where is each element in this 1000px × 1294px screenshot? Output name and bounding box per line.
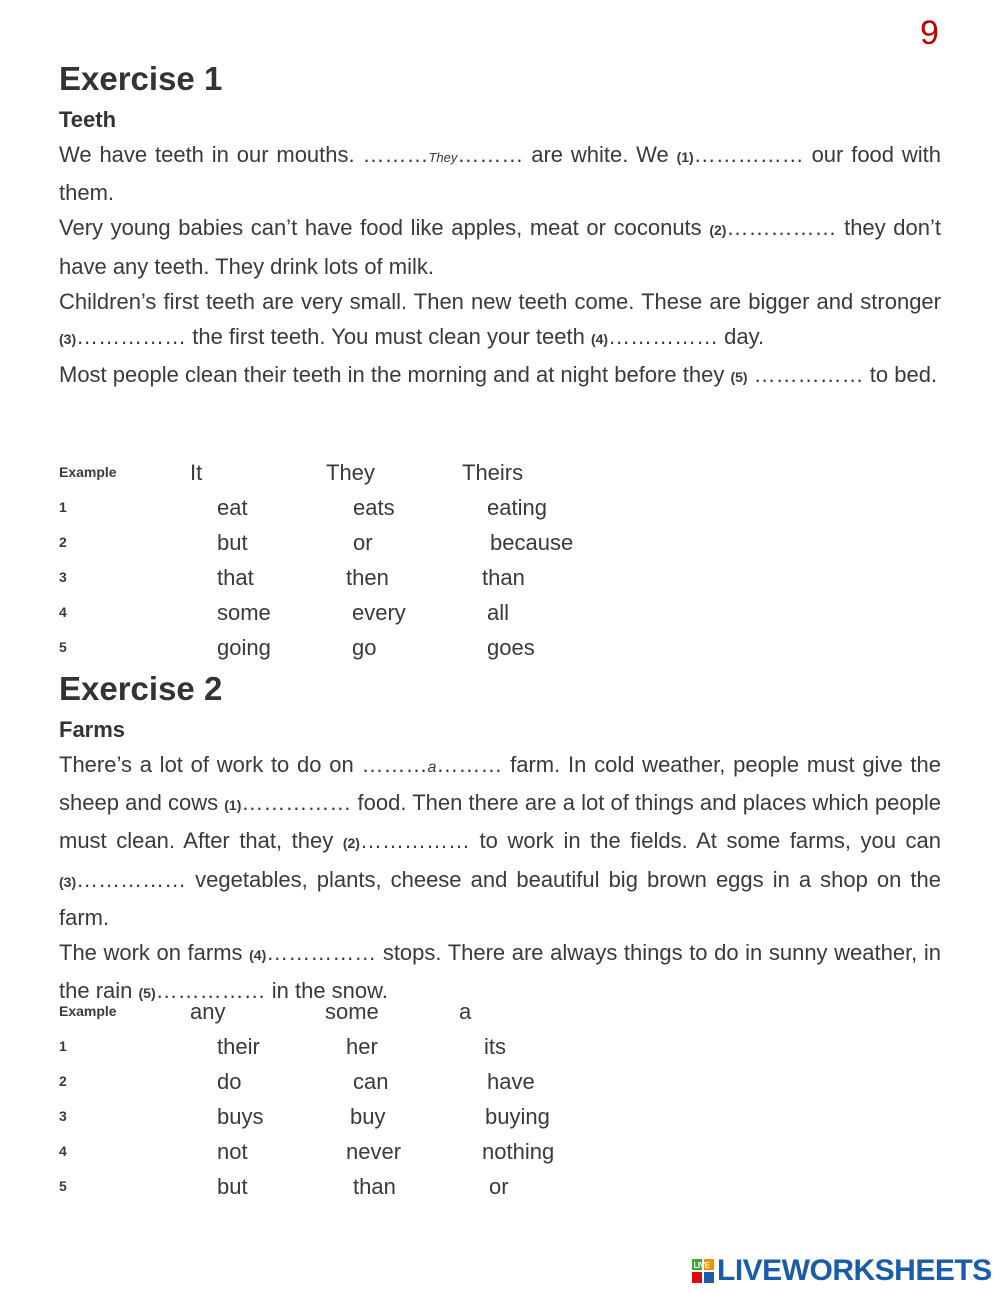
exercise-2-option-row-5	[59, 1174, 759, 1209]
exercise-2-text	[59, 747, 941, 1011]
page-number: 9	[920, 14, 939, 52]
option-row-label: 2	[59, 534, 67, 550]
gap-5[interactable]: (5)	[138, 985, 156, 1002]
option-choice[interactable]: but	[217, 1174, 248, 1199]
gap-5[interactable]: (5)	[730, 369, 748, 386]
option-choice[interactable]: any	[190, 999, 226, 1024]
option-choice[interactable]: nothing	[482, 1139, 555, 1164]
option-choice[interactable]: a	[459, 999, 472, 1024]
exercise-2-paragraph-1: There’s a lot of work to do on ………a……… farm. In cold weather, people must give the sheep and cows (1)…………… food. Then there are a lot of things and places which people must clean. After that, they (2)…………… to work in the fields. At some farms, you can (3)…………… vegetables, plants, cheese and beautiful big brown eggs in a shop on the farm.	[59, 752, 942, 930]
logo-text: LIVEWORKSHEETS	[717, 1254, 992, 1287]
option-choice[interactable]: their	[217, 1034, 260, 1059]
exercise-2-option-row-2	[59, 1069, 759, 1104]
option-choice[interactable]: than	[482, 565, 525, 590]
gap-4[interactable]: (4)	[249, 947, 267, 964]
option-choice[interactable]: eats	[353, 495, 395, 520]
exercise-1-option-row-3	[59, 565, 759, 600]
option-choice[interactable]: have	[487, 1069, 535, 1094]
exercise-1-paragraph-1: We have teeth in our mouths. ………They……… are white. We (1)…………… our food with them.	[59, 142, 941, 206]
option-choice[interactable]: all	[487, 600, 510, 625]
option-row-label: 1	[59, 1038, 67, 1054]
option-choice[interactable]: can	[353, 1069, 389, 1094]
exercise-1-option-row-example	[59, 460, 759, 495]
option-choice[interactable]: do	[217, 1069, 242, 1094]
exercise-2-option-row-example	[59, 999, 759, 1034]
exercise-1-subtitle: Teeth	[59, 107, 117, 132]
gap-1[interactable]: (1)	[224, 797, 242, 814]
exercise-1-title: Exercise 1	[59, 60, 223, 97]
gap-3[interactable]: (3)	[59, 331, 77, 348]
option-choice[interactable]: her	[346, 1034, 378, 1059]
option-choice[interactable]: not	[217, 1139, 248, 1164]
example-answer: They	[428, 150, 458, 165]
option-row-label: 1	[59, 499, 67, 515]
exercise-2-option-row-1	[59, 1034, 759, 1069]
gap-2[interactable]: (2)	[342, 835, 360, 852]
option-row-label: 4	[59, 604, 67, 620]
option-choice[interactable]: buying	[485, 1104, 550, 1129]
option-row-label: Example	[59, 464, 117, 480]
exercise-2-option-row-3	[59, 1104, 759, 1139]
option-choice[interactable]: buys	[217, 1104, 264, 1129]
option-choice[interactable]: or	[353, 530, 373, 555]
exercise-1-option-row-5	[59, 635, 759, 670]
option-row-label: 5	[59, 639, 67, 655]
exercise-1-paragraph-4: Most people clean their teeth in the morning and at night before they (5) …………… to bed.	[59, 362, 938, 388]
option-choice[interactable]: eating	[487, 495, 547, 520]
exercise-2-subtitle: Farms	[59, 717, 126, 742]
example-answer: a	[427, 759, 437, 776]
option-choice[interactable]: every	[352, 600, 406, 625]
option-choice[interactable]: than	[353, 1174, 396, 1199]
exercise-2-option-row-4	[59, 1139, 759, 1174]
option-choice[interactable]: or	[489, 1174, 509, 1199]
gap-3[interactable]: (3)	[59, 873, 77, 890]
option-choice[interactable]: Theirs	[462, 460, 524, 485]
exercise-1-text	[59, 137, 941, 395]
liveworksheets-logo[interactable]	[692, 1254, 992, 1288]
exercise-2-title: Exercise 2	[59, 670, 223, 707]
option-choice[interactable]: going	[217, 635, 271, 660]
gap-4[interactable]: (4)	[590, 331, 609, 348]
option-row-label: 4	[59, 1143, 67, 1159]
exercise-2-paragraph-2: The work on farms (4)…………… stops. There are always things to do in sunny weather, in the rain (5)…………… in the snow.	[59, 940, 941, 1004]
exercise-1-paragraph-2: Very young babies can’t have food like apples, meat or coconuts (2)…………… they don’t have any teeth. They drink lots of milk.	[59, 215, 942, 279]
option-row-label: 3	[59, 569, 67, 585]
option-choice[interactable]: but	[217, 530, 248, 555]
option-choice[interactable]: because	[490, 530, 574, 555]
option-choice[interactable]: its	[484, 1034, 506, 1059]
option-choice[interactable]: buy	[350, 1104, 386, 1129]
option-choice[interactable]: It	[190, 460, 203, 485]
option-choice[interactable]: then	[346, 565, 389, 590]
option-choice[interactable]: eat	[217, 495, 248, 520]
option-row-label: Example	[59, 1003, 117, 1019]
option-choice[interactable]: goes	[487, 635, 535, 660]
option-row-label: 3	[59, 1108, 67, 1124]
option-choice[interactable]: some	[217, 600, 271, 625]
option-choice[interactable]: They	[326, 460, 375, 485]
exercise-1-option-row-1	[59, 495, 759, 530]
logo-mark-icon	[692, 1259, 714, 1283]
option-choice[interactable]: that	[217, 565, 254, 590]
gap-1[interactable]: (1)	[676, 149, 694, 165]
exercise-1-option-row-2	[59, 530, 759, 565]
svg-text:LIVE: LIVE	[693, 1261, 710, 1270]
option-choice[interactable]: never	[346, 1139, 402, 1164]
option-choice[interactable]: some	[325, 999, 379, 1024]
option-row-label: 5	[59, 1178, 67, 1194]
option-choice[interactable]: go	[352, 635, 377, 660]
option-row-label: 2	[59, 1073, 67, 1089]
exercise-1-option-row-4	[59, 600, 759, 635]
exercise-1-paragraph-3: Children’s first teeth are very small. Then new teeth come. These are bigger and stronger (3)…………… the first teeth. You must clean your teeth (4)…………… day.	[59, 288, 941, 350]
gap-2[interactable]: (2)	[709, 222, 727, 239]
